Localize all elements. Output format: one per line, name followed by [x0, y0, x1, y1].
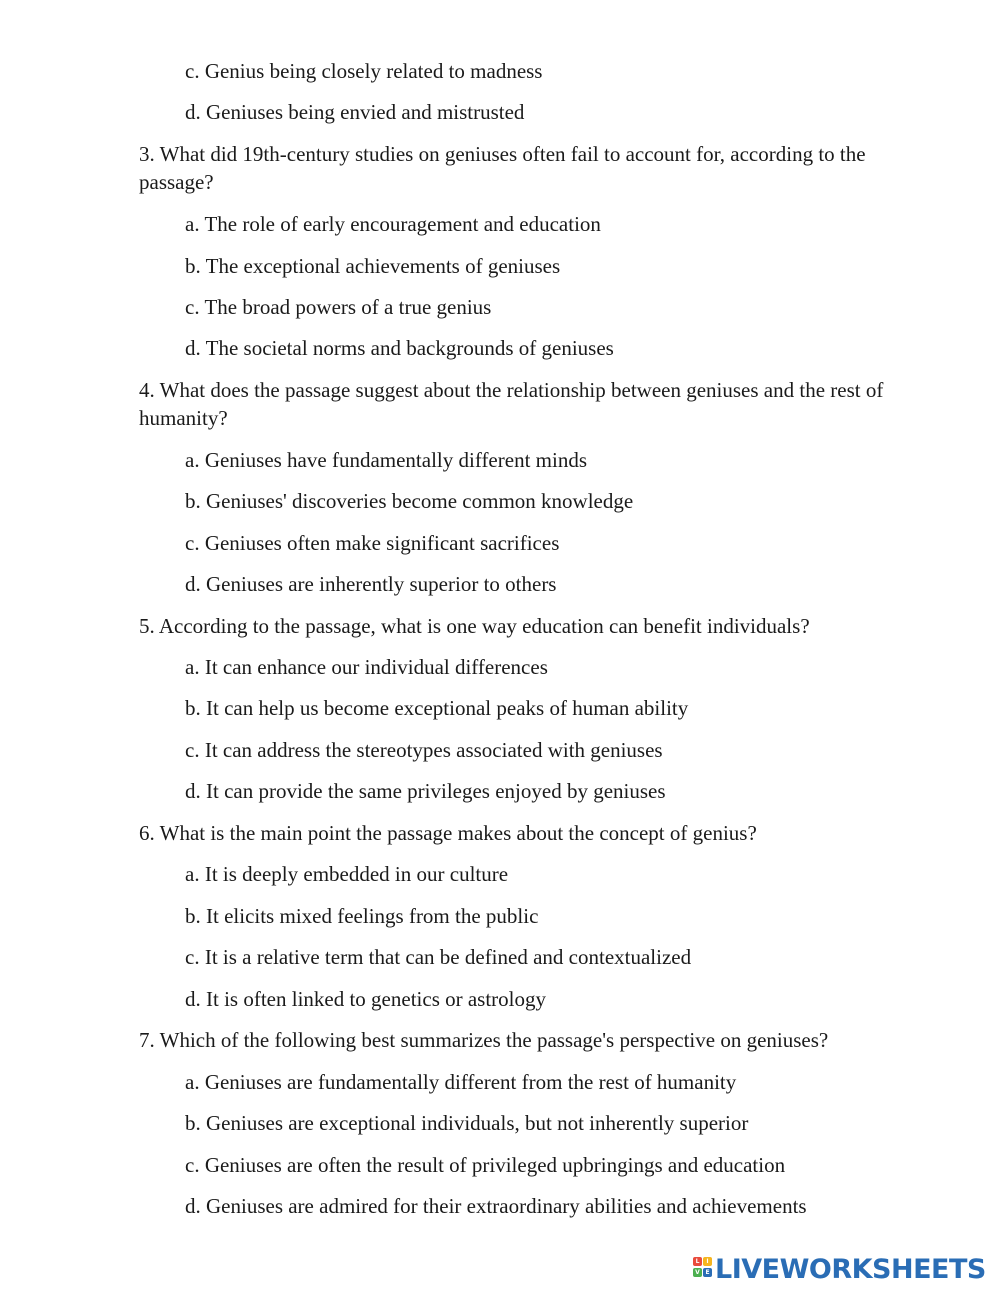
answer-option[interactable]: c. It is a relative term that can be defined and contextualized	[185, 945, 692, 969]
answer-option[interactable]: b. Geniuses' discoveries become common knowledge	[185, 489, 634, 513]
question-5: 5. According to the passage, what is one way education can benefit individuals?	[139, 614, 810, 638]
answer-option[interactable]: d. Geniuses are inherently superior to others	[185, 572, 557, 596]
logo-text: LIVEWORKSHEETS	[715, 1253, 986, 1285]
answer-option[interactable]: d. It is often linked to genetics or astrology	[185, 987, 547, 1011]
answer-option[interactable]: b. It elicits mixed feelings from the public	[185, 904, 539, 928]
answer-option[interactable]: a. Geniuses have fundamentally different minds	[185, 448, 587, 472]
answer-option[interactable]: c. Geniuses are often the result of privileged upbringings and education	[185, 1153, 786, 1177]
question-7: 7. Which of the following best summarizes the passage's perspective on geniuses?	[139, 1028, 829, 1052]
answer-option[interactable]: b. It can help us become exceptional peaks of human ability	[185, 696, 689, 720]
answer-option[interactable]: d. It can provide the same privileges enjoyed by geniuses	[185, 779, 666, 803]
answer-option[interactable]: c. Geniuses often make significant sacrifices	[185, 531, 560, 555]
answer-option[interactable]: d. Geniuses are admired for their extraordinary abilities and achievements	[185, 1194, 807, 1218]
question-3: 3. What did 19th-century studies on geniuses often fail to account for, according to the passage?	[139, 142, 866, 194]
answer-option[interactable]: a. Geniuses are fundamentally different from the rest of humanity	[185, 1070, 737, 1094]
answer-option[interactable]: b. The exceptional achievements of geniuses	[185, 254, 561, 278]
answer-option[interactable]: a. The role of early encouragement and education	[185, 212, 601, 236]
answer-option[interactable]: d. Geniuses being envied and mistrusted	[185, 100, 525, 124]
logo-badge-icon: L I V E	[693, 1254, 713, 1284]
answer-option[interactable]: a. It is deeply embedded in our culture	[185, 862, 509, 886]
answer-option[interactable]: c. Genius being closely related to madness	[185, 59, 543, 83]
question-4: 4. What does the passage suggest about the relationship between geniuses and the rest of humanity?	[139, 378, 884, 430]
answer-option[interactable]: a. It can enhance our individual differences	[185, 655, 548, 679]
answer-option[interactable]: c. The broad powers of a true genius	[185, 295, 492, 319]
question-6: 6. What is the main point the passage makes about the concept of genius?	[139, 821, 757, 845]
liveworksheets-logo	[693, 1252, 986, 1286]
answer-option[interactable]: d. The societal norms and backgrounds of geniuses	[185, 336, 614, 360]
answer-option[interactable]: c. It can address the stereotypes associated with geniuses	[185, 738, 663, 762]
answer-option[interactable]: b. Geniuses are exceptional individuals, but not inherently superior	[185, 1111, 749, 1135]
